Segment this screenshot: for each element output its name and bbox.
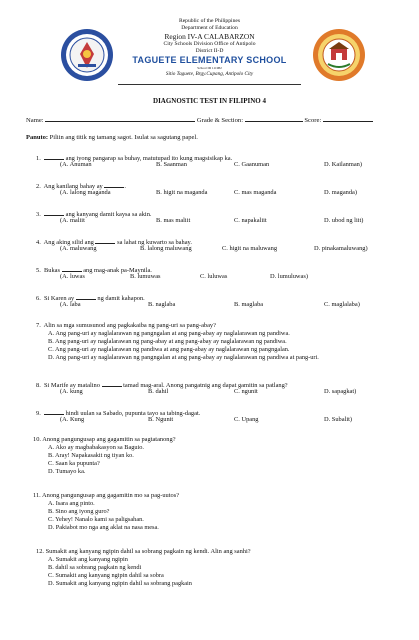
question-11: [33, 492, 179, 500]
option-a: (A. kung: [60, 388, 83, 395]
option-d: D. Tumayo ka.: [48, 468, 86, 475]
name-blank[interactable]: [45, 115, 195, 122]
question-number: 8.: [36, 382, 41, 389]
school-id: School ID 111982: [197, 66, 222, 70]
question-10-options: [48, 444, 144, 476]
answer-blank: [44, 408, 64, 415]
option-c: C. Sumakit ang kanyang ngipin dahil sa sobra: [48, 572, 164, 579]
region-line: Region IV-A CALABARZON: [164, 32, 255, 41]
option-b: B. higit na maganda: [156, 189, 208, 196]
option-c: C. mas maganda: [234, 189, 277, 196]
option-a: (A. laba: [60, 301, 81, 308]
option-d: D. Sumakit ang kanyang ngipin dahil sa sobrang pagkain: [48, 580, 192, 587]
question-text: Bukas: [44, 267, 60, 274]
option-c: C. Yehey! Nanalo kami sa paligsahan.: [48, 516, 144, 523]
page-title: DIAGNOSTIC TEST IN FILIPINO 4: [153, 97, 266, 105]
answer-blank: [104, 181, 124, 188]
question-number: 12.: [36, 548, 44, 555]
answer-blank: [44, 153, 64, 160]
option-a: A. Isara ang pinto.: [48, 500, 95, 507]
question-6: [36, 293, 145, 303]
option-c: C. luluwas: [200, 273, 228, 280]
option-b: B. Saanman: [156, 161, 187, 168]
answer-blank: [102, 380, 122, 387]
question-number: 6.: [36, 295, 41, 302]
question-text: Anong pangungusap ang gagamitin mo sa pag-uutos?: [42, 492, 180, 499]
option-a: (A. luwas: [60, 273, 85, 280]
option-d: D. Kailanman): [324, 161, 362, 168]
option-b: B. dahil: [148, 388, 169, 395]
question-number: 9.: [36, 410, 41, 417]
option-d: C. maglalaba): [324, 301, 360, 308]
option-c: C. higit na maluwang: [222, 245, 278, 252]
question-number: 4.: [36, 239, 41, 246]
option-a: (A. maliit: [60, 217, 85, 224]
question-text: Si Karen ay: [44, 295, 75, 302]
question-text: Si Marife ay matalino: [44, 382, 100, 389]
school-name: TAGUETE ELEMENTARY SCHOOL: [132, 55, 287, 65]
header-divider: [118, 84, 301, 85]
question-12-options: [48, 556, 192, 588]
question-12: [36, 548, 251, 556]
option-a: A. Sumakit ang kanyang ngipin: [48, 556, 128, 563]
question-text: Alin sa mga sumusunod ang pagkakaiba ng pang-uri sa pang-abay?: [43, 322, 216, 329]
option-d: D. ubod ng liit): [324, 217, 364, 224]
option-c: C. Gaanuman: [234, 161, 270, 168]
option-c: C. Upang: [234, 416, 259, 423]
question-7-options: [48, 330, 319, 362]
question-number: 7.: [36, 322, 41, 329]
question-number: 11.: [33, 492, 41, 499]
question-text: Sumakit ang kanyang ngipin dahil sa sobrang pagkain ng kendi. Alin ang sanhi?: [45, 548, 251, 555]
question-number: 1.: [36, 155, 41, 162]
option-a: (A. Kung: [60, 416, 85, 423]
question-text: ang iyong pangarap sa buhay, matutupad ito kung magsisikap ka.: [65, 155, 233, 162]
option-a: A. Ako ay magbabakasyon sa Baguio.: [48, 444, 145, 451]
instructions-label: Panuto:: [26, 134, 49, 141]
division-line: City Schools Division Office of Antipolo: [163, 41, 256, 47]
question-text-end: tamad mag-aral. Anong pangatnig ang dapat gamitin sa patlang?: [123, 382, 288, 389]
option-d: D. Pakiabot mo nga ang aklat na nasa mesa.: [48, 524, 159, 531]
question-text: Anong pangungusap ang gagamitin sa pagtatanong?: [42, 436, 176, 443]
option-a: (A. maluwang: [60, 245, 97, 252]
option-b: B. Sino ang iyong guro?: [48, 508, 110, 515]
option-d: D. lumuluwas): [270, 273, 308, 280]
answer-blank: [44, 209, 64, 216]
option-b: B. Aray! Napakasakit ng tiyan ko.: [48, 452, 134, 459]
question-text: Ang kanilang bahay ay: [43, 183, 103, 190]
question-number: 3.: [36, 211, 41, 218]
option-b: B. mas maliit: [156, 217, 191, 224]
question-text: Ang aking silid ang: [43, 239, 94, 246]
option-b: B. Ngunit: [148, 416, 174, 423]
grade-section-label: Grade & Section:: [196, 117, 244, 124]
name-label: Name:: [26, 117, 44, 124]
question-11-options: [48, 500, 159, 532]
option-d: D. sapagkat): [324, 388, 357, 395]
score-blank[interactable]: [323, 115, 373, 122]
question-text-end: .: [124, 183, 126, 190]
student-info-line: [26, 115, 396, 124]
option-c: C. ngunit: [234, 388, 258, 395]
answer-blank: [62, 265, 82, 272]
republic-line: Republic of the Philippines: [178, 18, 241, 24]
option-b: B. dahil sa sobrang pagkain ng kendi: [48, 564, 142, 571]
question-3: [36, 209, 152, 219]
option-a: (A. Anuman: [60, 161, 92, 168]
question-text: hindi uulan sa Sabado, pupunta tayo sa tabing-dagat.: [65, 410, 201, 417]
option-d: D. Subalit): [324, 416, 353, 423]
department-line: Department of Education: [181, 25, 238, 31]
question-number: 2.: [36, 183, 41, 190]
answer-blank: [95, 237, 115, 244]
grade-section-blank[interactable]: [245, 115, 303, 122]
question-number: 10.: [33, 436, 41, 443]
option-d: D. pinakamaluwang): [314, 245, 368, 252]
option-b: B. naglaba: [148, 301, 176, 308]
option-c: B. maglaba: [234, 301, 264, 308]
option-d: D. Ang pang-uri ay naglalarawan ng pangngalan at ang pang-abay ay naglalarawan ng pandiwa at pang-uri.: [48, 354, 319, 361]
letterhead: [0, 18, 419, 78]
option-b: B. lumuwas: [130, 273, 161, 280]
option-b: B. Ang pang-uri ay naglalarawan ng pang-abay at ang pang-abay ay naglalarawan ng pandiwa.: [48, 338, 287, 345]
option-c: C. Saan ka pupunta?: [48, 460, 100, 467]
option-d: D. maganda): [324, 189, 358, 196]
question-10: [33, 436, 176, 444]
school-address: Sitio Taguete, Brgy.Cupang, Antipolo City: [165, 71, 254, 77]
question-number: 5.: [36, 267, 41, 274]
score-label: Score:: [304, 117, 322, 124]
option-c: C. Ang pang-uri ay naglalarawan ng pandiwa at ang pang-abay ay naglalarawan ng pangngalan.: [48, 346, 290, 353]
question-text-end: sa lahat ng kuwarto sa bahay.: [117, 239, 192, 246]
question-text-end: ng damit kahapon.: [97, 295, 145, 302]
question-7: [36, 322, 216, 330]
option-c: C. napakaliit: [234, 217, 267, 224]
answer-blank: [76, 293, 96, 300]
option-a: A. Ang pang-uri ay naglalarawan ng pangngalan at ang pang-abay ay naglalarawan ng pandiwa.: [48, 330, 290, 337]
question-text: ang kanyang damit kaysa sa akin.: [65, 211, 152, 218]
instructions: [26, 134, 198, 141]
option-a: (A. lalong maganda: [60, 189, 111, 196]
question-text-end: ang mag-anak pa-Maynila.: [83, 267, 152, 274]
district-line: District II-D: [195, 48, 224, 54]
option-b: B. lalong maluwang: [140, 245, 192, 252]
instructions-text: Piliin ang titik ng tamang sagot. Isulat sa sagutang papel.: [49, 134, 198, 141]
